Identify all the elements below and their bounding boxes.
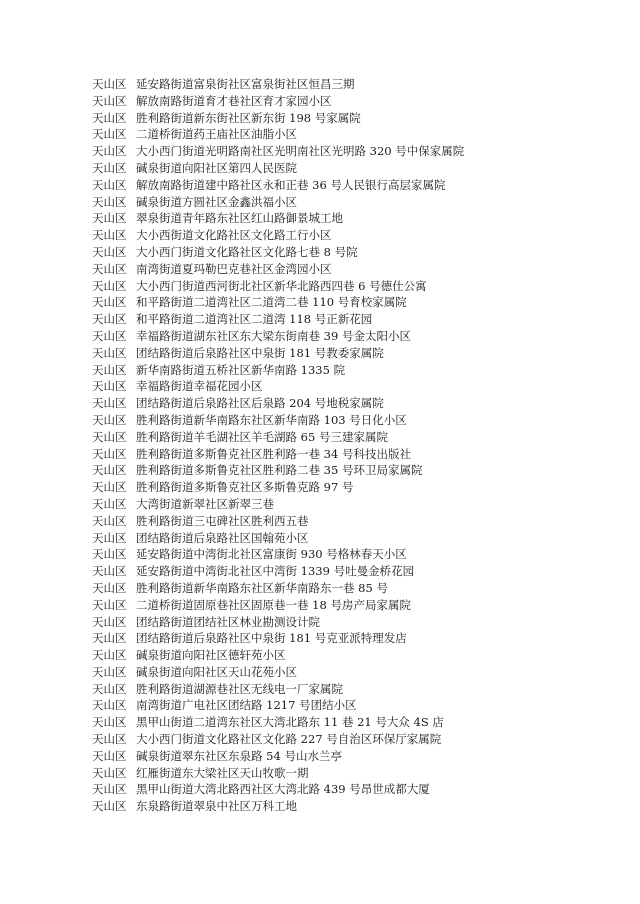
address-text: 延安路街道中湾街北社区中湾街 1339 号吐曼金桥花园 xyxy=(136,564,415,579)
address-text: 胜利路街道多斯鲁克社区胜利路二巷 35 号环卫局家属院 xyxy=(136,463,423,478)
district-label: 天山区 xyxy=(92,698,127,713)
district-label: 天山区 xyxy=(92,93,127,108)
address-text: 团结路街道后泉路社区中泉街 181 号克亚派特理发店 xyxy=(136,631,407,646)
address-text: 胜利路街道羊毛湖社区羊毛湖路 65 号三建家属院 xyxy=(136,429,388,444)
district-label: 天山区 xyxy=(92,328,127,343)
list-item xyxy=(92,311,612,328)
district-label: 天山区 xyxy=(92,715,127,730)
list-item xyxy=(92,278,612,295)
list-item xyxy=(92,496,612,513)
address-text: 和平路街道二道湾社区二道湾 118 号正新花园 xyxy=(136,312,373,327)
district-label: 天山区 xyxy=(92,664,127,679)
district-label: 天山区 xyxy=(92,110,127,125)
address-text: 二道桥街道固原巷社区固原巷一巷 18 号房产局家属院 xyxy=(136,597,411,612)
list-item xyxy=(92,714,612,731)
list-item xyxy=(92,244,612,261)
address-text: 延安路街道中湾街北社区富康街 930 号格林春天小区 xyxy=(136,547,407,562)
address-text: 胜利路街道多斯鲁克社区多斯鲁克路 97 号 xyxy=(136,480,354,495)
address-text: 胜利路街道新东街社区新东街 198 号家属院 xyxy=(136,110,361,125)
district-label: 天山区 xyxy=(92,228,127,243)
address-text: 团结路街道后泉路社区后泉路 204 号地税家属院 xyxy=(136,396,384,411)
list-item xyxy=(92,731,612,748)
list-item xyxy=(92,210,612,227)
list-item xyxy=(92,395,612,412)
address-text: 新华南路街道五桥社区新华南路 1335 院 xyxy=(136,362,346,377)
list-item xyxy=(92,681,612,698)
list-item xyxy=(92,160,612,177)
district-label: 天山区 xyxy=(92,530,127,545)
address-text: 大小西门街道光明路南社区光明南社区光明路 320 号中保家属院 xyxy=(136,144,465,159)
list-item xyxy=(92,294,612,311)
district-label: 天山区 xyxy=(92,547,127,562)
district-label: 天山区 xyxy=(92,748,127,763)
district-label: 天山区 xyxy=(92,396,127,411)
list-item xyxy=(92,664,612,681)
list-item xyxy=(92,429,612,446)
address-text: 胜利路街道湖源巷社区无线电一厂家属院 xyxy=(136,681,343,696)
address-text: 翠泉街道青年路东社区红山路御景城工地 xyxy=(136,211,343,226)
district-label: 天山区 xyxy=(92,614,127,629)
district-label: 天山区 xyxy=(92,480,127,495)
list-item xyxy=(92,513,612,530)
list-item xyxy=(92,412,612,429)
address-text: 南湾街道广电社区团结路 1217 号团结小区 xyxy=(136,698,357,713)
address-text: 胜利路街道新华南路东社区新华南路东一巷 85 号 xyxy=(136,580,388,595)
district-label: 天山区 xyxy=(92,648,127,663)
list-item xyxy=(92,647,612,664)
address-text: 碱泉街道方圆社区金鑫洪福小区 xyxy=(136,194,297,209)
district-label: 天山区 xyxy=(92,379,127,394)
address-text: 解放南路街道育才巷社区育才家园小区 xyxy=(136,93,332,108)
address-text: 碱泉街道向阳社区第四人民医院 xyxy=(136,160,297,175)
list-item xyxy=(92,580,612,597)
district-label: 天山区 xyxy=(92,799,127,814)
list-item xyxy=(92,597,612,614)
address-text: 黑甲山街道大湾北路西社区大湾北路 439 号昂世成都大厦 xyxy=(136,782,430,797)
district-label: 天山区 xyxy=(92,345,127,360)
address-text: 大湾街道新翠社区新翠三巷 xyxy=(136,496,274,511)
list-item xyxy=(92,227,612,244)
list-item xyxy=(92,546,612,563)
list-item xyxy=(92,345,612,362)
list-item xyxy=(92,697,612,714)
list-item xyxy=(92,462,612,479)
list-item xyxy=(92,563,612,580)
address-text: 胜利路街道新华南路东社区新华南路 103 号日化小区 xyxy=(136,412,407,427)
list-item xyxy=(92,765,612,782)
address-text: 和平路街道二道湾社区二道湾二巷 110 号育校家属院 xyxy=(136,295,407,310)
list-item xyxy=(92,194,612,211)
list-item xyxy=(92,261,612,278)
district-label: 天山区 xyxy=(92,362,127,377)
address-text: 南湾街道夏玛勒巴克巷社区金湾园小区 xyxy=(136,261,332,276)
district-label: 天山区 xyxy=(92,278,127,293)
list-item xyxy=(92,479,612,496)
district-label: 天山区 xyxy=(92,732,127,747)
district-label: 天山区 xyxy=(92,429,127,444)
district-label: 天山区 xyxy=(92,160,127,175)
list-item xyxy=(92,362,612,379)
address-text: 胜利路街道三屯碑社区胜利西五巷 xyxy=(136,513,309,528)
list-item xyxy=(92,110,612,127)
district-label: 天山区 xyxy=(92,597,127,612)
list-item xyxy=(92,781,612,798)
district-label: 天山区 xyxy=(92,295,127,310)
district-label: 天山区 xyxy=(92,211,127,226)
district-label: 天山区 xyxy=(92,446,127,461)
list-item xyxy=(92,630,612,647)
address-text: 碱泉街道向阳社区德轩苑小区 xyxy=(136,648,286,663)
district-label: 天山区 xyxy=(92,244,127,259)
district-label: 天山区 xyxy=(92,463,127,478)
district-label: 天山区 xyxy=(92,765,127,780)
list-item xyxy=(92,126,612,143)
district-label: 天山区 xyxy=(92,580,127,595)
address-text: 黑甲山街道二道湾东社区大湾北路东 11 巷 21 号大众 4S 店 xyxy=(136,715,444,730)
district-label: 天山区 xyxy=(92,782,127,797)
address-text: 碱泉街道翠东社区东泉路 54 号山水兰亭 xyxy=(136,748,342,763)
list-item xyxy=(92,177,612,194)
district-label: 天山区 xyxy=(92,194,127,209)
list-item xyxy=(92,530,612,547)
address-text: 大小西门街道文化路社区文化路七巷 8 号院 xyxy=(136,244,358,259)
district-label: 天山区 xyxy=(92,513,127,528)
list-item xyxy=(92,798,612,815)
district-label: 天山区 xyxy=(92,564,127,579)
list-item xyxy=(92,614,612,631)
district-label: 天山区 xyxy=(92,681,127,696)
address-text: 碱泉街道向阳社区天山花苑小区 xyxy=(136,664,297,679)
address-text: 团结路街道后泉路社区中泉街 181 号教委家属院 xyxy=(136,345,384,360)
district-label: 天山区 xyxy=(92,312,127,327)
district-label: 天山区 xyxy=(92,177,127,192)
address-text: 团结路街道后泉路社区国翰苑小区 xyxy=(136,530,309,545)
list-item xyxy=(92,446,612,463)
address-text: 大小西门街道西河街北社区新华北路西四巷 6 号德仕公寓 xyxy=(136,278,427,293)
address-text: 二道桥街道药王庙社区油脂小区 xyxy=(136,127,297,142)
address-text: 东泉路街道翠泉中社区万科工地 xyxy=(136,799,297,814)
list-item xyxy=(92,748,612,765)
address-list xyxy=(92,76,612,815)
address-text: 幸福路街道幸福花园小区 xyxy=(136,379,263,394)
list-item xyxy=(92,143,612,160)
address-text: 大小西街道文化路社区文化路工行小区 xyxy=(136,228,332,243)
district-label: 天山区 xyxy=(92,77,127,91)
district-label: 天山区 xyxy=(92,412,127,427)
list-item xyxy=(92,76,612,93)
district-label: 天山区 xyxy=(92,631,127,646)
address-text: 解放南路街道建中路社区永和正巷 36 号人民银行高层家属院 xyxy=(136,177,446,192)
address-text: 延安路街道富泉街社区富泉街社区恒昌三期 xyxy=(136,77,355,91)
district-label: 天山区 xyxy=(92,144,127,159)
list-item xyxy=(92,328,612,345)
district-label: 天山区 xyxy=(92,261,127,276)
list-item xyxy=(92,93,612,110)
list-item xyxy=(92,378,612,395)
district-label: 天山区 xyxy=(92,127,127,142)
address-text: 胜利路街道多斯鲁克社区胜利路一巷 34 号科技出版社 xyxy=(136,446,411,461)
address-text: 幸福路街道湖东社区东大梁东街南巷 39 号金太阳小区 xyxy=(136,328,411,343)
address-text: 团结路街道团结社区林业勘测设计院 xyxy=(136,614,320,629)
address-text: 大小西门街道文化路社区文化路 227 号自治区环保厅家属院 xyxy=(136,732,442,747)
address-text: 红雁街道东大梁社区天山牧歌一期 xyxy=(136,765,309,780)
district-label: 天山区 xyxy=(92,496,127,511)
